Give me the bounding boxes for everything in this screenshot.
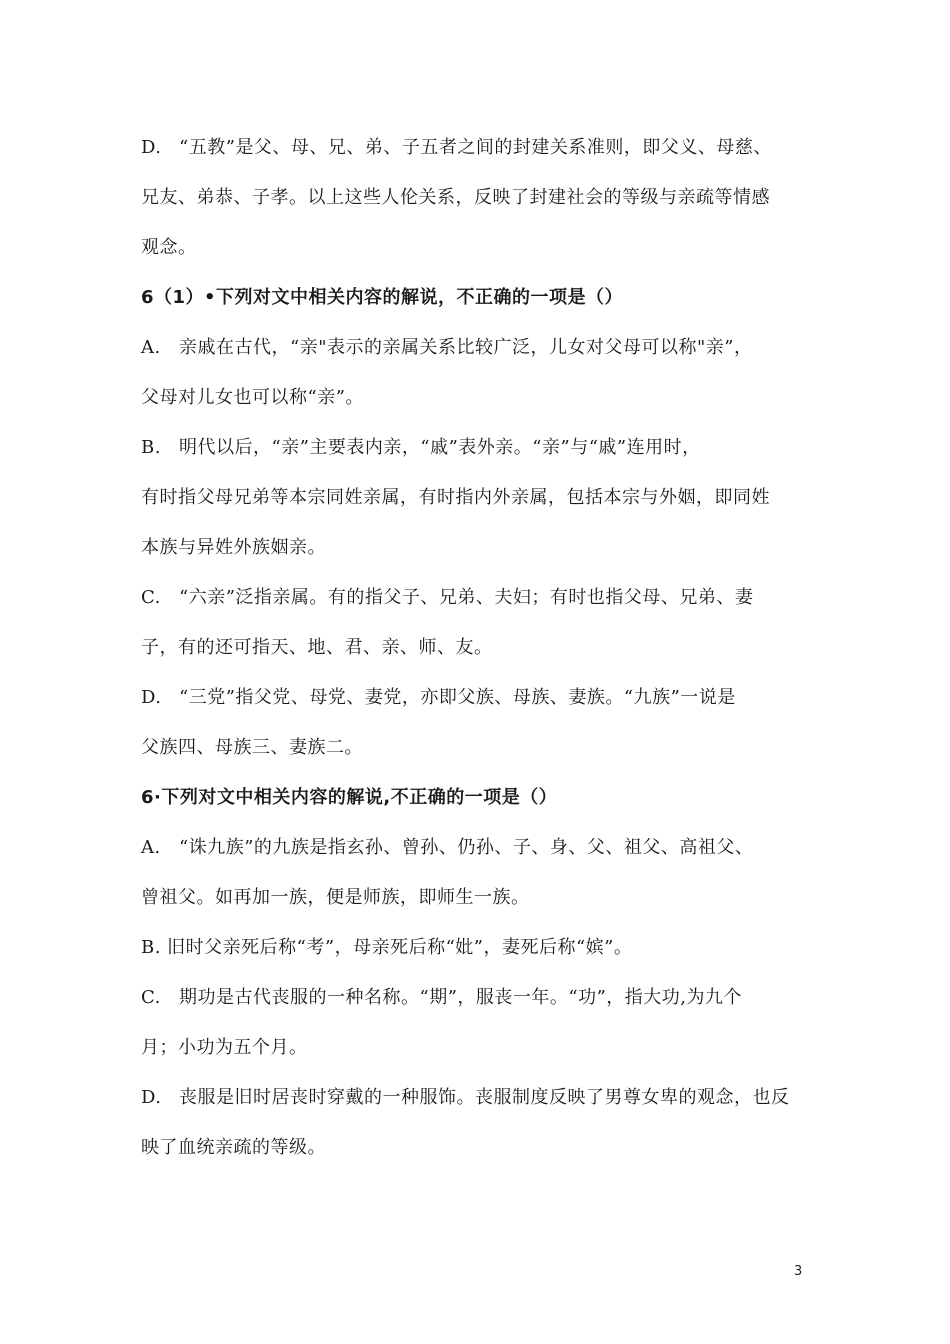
- option-label: A.: [141, 837, 161, 858]
- option-b-line-1: B. 旧时父亲死后称“考”，母亲死后称“妣”，妻死后称“嫔”。: [141, 937, 633, 958]
- option-d-line-1: D. “五教”是父、母、兄、弟、子五者之间的封建关系准则，即父义、母慈、: [141, 137, 772, 158]
- option-c-line-2: 子，有的还可指天、地、君、亲、师、友。: [141, 637, 493, 658]
- option-label: D.: [141, 687, 162, 708]
- question-title: 6（1）•下列对文中相关内容的解说，不正确的一项是（）: [141, 287, 624, 308]
- question-title: 6·下列对文中相关内容的解说,不正确的一项是（）: [141, 787, 558, 808]
- option-label: D.: [141, 1087, 162, 1108]
- option-d-line-1: D. “三党”指父党、母党、妻党，亦即父族、母族、妻族。“九族”一说是: [141, 687, 736, 708]
- option-b-line-2: 有时指父母兄弟等本宗同姓亲属，有时指内外亲属，包括本宗与外姻，即同姓: [141, 487, 770, 508]
- option-a-line-2: 曾祖父。如再加一族，便是师族，即师生一族。: [141, 887, 530, 908]
- page-number: 3: [794, 1264, 803, 1279]
- option-a-line-2: 父母对儿女也可以称“亲”。: [141, 387, 364, 408]
- option-b-line-1: B. 明代以后，“亲”主要表内亲，“戚”表外亲。“亲”与“戚”连用时，: [141, 437, 701, 458]
- option-label: C.: [141, 587, 161, 608]
- option-d-line-2: 兄友、弟恭、子孝。以上这些人伦关系，反映了封建社会的等级与亲疏等情感: [141, 187, 770, 208]
- option-c-line-1: C. 期功是古代丧服的一种名称。“期”，服丧一年。“功”，指大功,为九个: [141, 987, 743, 1008]
- option-d-line-2: 父族四、母族三、妻族二。: [141, 737, 363, 758]
- option-d-line-1: D. 丧服是旧时居丧时穿戴的一种服饰。丧服制度反映了男尊女卑的观念，也反: [141, 1087, 790, 1108]
- option-label: C.: [141, 987, 161, 1008]
- option-c-line-2: 月；小功为五个月。: [141, 1037, 308, 1058]
- option-b-line-3: 本族与异姓外族姻亲。: [141, 537, 326, 558]
- option-a-line-1: A. 亲戚在古代，“亲"表示的亲属关系比较广泛，儿女对父母可以称"亲”，: [141, 337, 753, 358]
- option-c-line-1: C. “六亲”泛指亲属。有的指父子、兄弟、夫妇；有时也指父母、兄弟、妻: [141, 587, 754, 608]
- option-a-line-1: A. “诛九族”的九族是指玄孙、曾孙、仍孙、子、身、父、祖父、高祖父、: [141, 837, 754, 858]
- option-label: D.: [141, 137, 162, 158]
- option-label: B.: [141, 437, 161, 458]
- option-label: A.: [141, 337, 161, 358]
- option-d-line-3: 观念。: [141, 237, 197, 258]
- option-d-line-2: 映了血统亲疏的等级。: [141, 1137, 326, 1158]
